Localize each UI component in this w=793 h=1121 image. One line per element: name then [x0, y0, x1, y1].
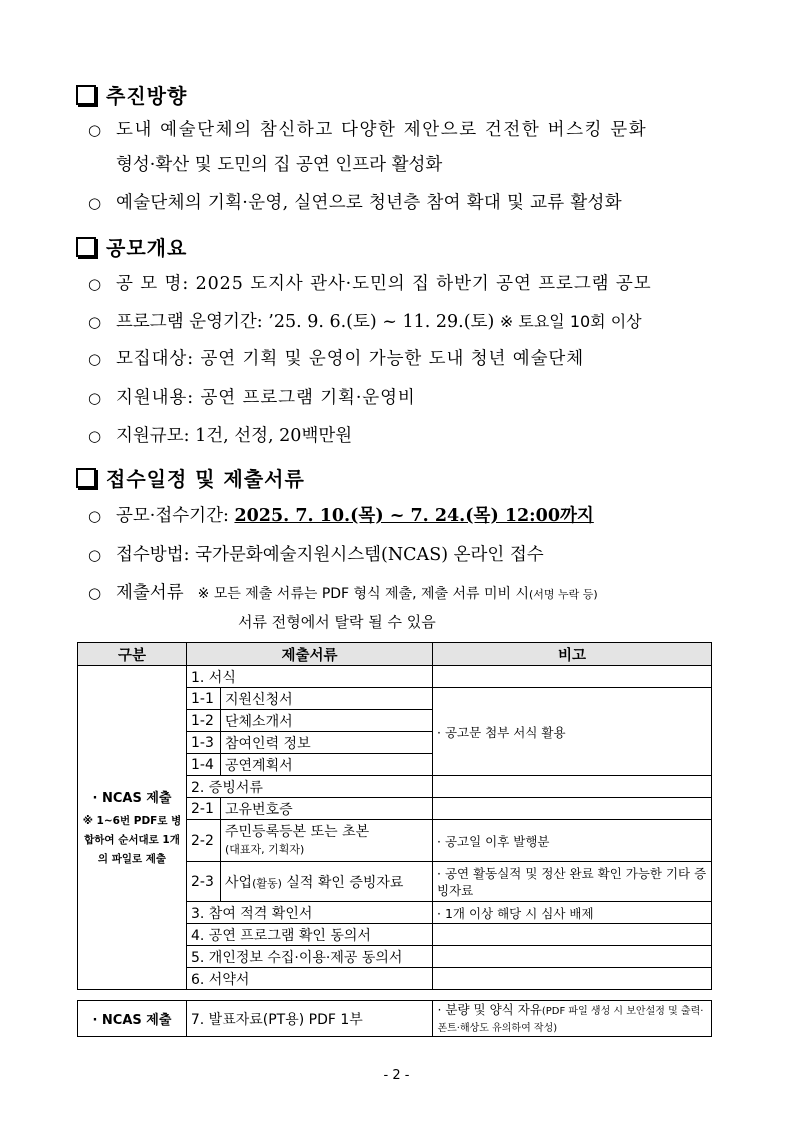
bullet-continuation: 서류 전형에서 탈락 될 수 있음 [238, 613, 436, 631]
header-category: 구분 [78, 643, 187, 666]
header-remarks: 비고 [433, 643, 712, 666]
bullet-circle-icon: ○ [88, 546, 102, 564]
section-heading-schedule [76, 463, 305, 492]
table-row: 1-2 단체소개서 [78, 710, 712, 732]
table-row: · NCAS 제출 7. 발표자료(PT용) PDF 1부 · 분량 및 양식 자유(PDF 파일 생성 시 보안설정 및 출력·폰트·해상도 유의하여 작성) [78, 1001, 712, 1037]
table-row: 2-2 주민등록등본 또는 초본 (대표자, 기획자) · 공고일 이후 발행분 [78, 820, 712, 862]
section-heading-direction [76, 80, 187, 109]
section-title: 공모개요 [106, 236, 188, 260]
table-row: 2-1 고유번호증 [78, 798, 712, 820]
bullet-item: ○ 모집대상: 공연 기획 및 운영이 가능한 도내 청년 예술단체 [88, 349, 585, 369]
bullet-circle-icon: ○ [88, 313, 102, 331]
bullet-circle-icon: ○ [88, 275, 102, 293]
bullet-item: ○ 공 모 명: 2025 도지사 관사·도민의 집 하반기 공연 프로그램 공모 [88, 274, 652, 294]
bullet-circle-icon: ○ [88, 121, 102, 139]
bullet-circle-icon: ○ [88, 350, 102, 368]
bullet-circle-icon: ○ [88, 507, 102, 525]
table-row: 2. 증빙서류 [78, 776, 712, 798]
table-row: 1-4 공연계획서 [78, 754, 712, 776]
table-row: 5. 개인정보 수집·이용·제공 동의서 [78, 946, 712, 968]
header-documents: 제출서류 [187, 643, 433, 666]
bullet-circle-icon: ○ [88, 584, 102, 602]
remark-cell: · 공고일 이후 발행분 [433, 820, 712, 862]
bullet-item: ○ 접수방법: 국가문화예술지원시스템(NCAS) 온라인 접수 [88, 545, 544, 565]
category-cell-ncas: · NCAS 제출 ※ 1~6번 PDF로 병합하여 순서대로 1개의 파일로 제출 [78, 666, 187, 990]
deadline-text: 2025. 7. 10.(목) ~ 7. 24.(목) 12:00까지 [234, 506, 594, 526]
remark-cell: · 공연 활동실적 및 정산 완료 확인 가능한 기타 증빙자료 [433, 862, 712, 902]
table-row: 6. 서약서 [78, 968, 712, 990]
checkbox-square-icon [76, 85, 96, 105]
table-row: 1-3 참여인력 정보 [78, 732, 712, 754]
section-heading-overview [76, 232, 187, 261]
bullet-item: ○ 공모·접수기간: 2025. 7. 10.(목) ~ 7. 24.(목) 12:00까지 [88, 506, 594, 526]
documents-table [77, 642, 712, 990]
checkbox-square-icon [76, 468, 96, 488]
remark-cell: · 공고문 첨부 서식 활용 [433, 688, 712, 776]
checkbox-square-icon [76, 237, 96, 257]
documents-table-last-row [77, 1000, 712, 1037]
bullet-circle-icon: ○ [88, 427, 102, 445]
bullet-item: ○ 프로그램 운영기간: ’25. 9. 6.(토) ~ 11. 29.(토) ※ 토요일 10회 이상 [88, 312, 642, 332]
bullet-item: ○ 지원규모: 1건, 선정, 20백만원 [88, 426, 353, 446]
bullet-circle-icon: ○ [88, 194, 102, 212]
bullet-item: ○ 지원내용: 공연 프로그램 기획·운영비 [88, 388, 416, 408]
table-row: 3. 참여 적격 확인서 · 1개 이상 해당 시 심사 배제 [78, 902, 712, 924]
category-cell-ncas-2: · NCAS 제출 [78, 1001, 187, 1037]
bullet-circle-icon: ○ [88, 389, 102, 407]
page-number: - 2 - [383, 1068, 410, 1083]
remark-cell: · 분량 및 양식 자유(PDF 파일 생성 시 보안설정 및 출력·폰트·해상도 유의하여 작성) [433, 1001, 712, 1037]
section-title: 추진방향 [106, 84, 188, 108]
section-title: 접수일정 및 제출서류 [106, 467, 305, 491]
bullet-item: ○ 도내 예술단체의 참신하고 다양한 제안으로 건전한 버스킹 문화 [88, 120, 648, 140]
table-row: 2-3 사업(활동) 실적 확인 증빙자료 · 공연 활동실적 및 정산 완료 확인 가능한 기타 증빙자료 [78, 862, 712, 902]
bullet-item: ○ 제출서류 ※ 모든 제출 서류는 PDF 형식 제출, 제출 서류 미비 시(서명 누락 등) [88, 583, 598, 603]
table-header-row [78, 643, 712, 666]
table-row: · NCAS 제출 ※ 1~6번 PDF로 병합하여 순서대로 1개의 파일로 제출 1. 서식 [78, 666, 712, 688]
bullet-continuation: 형성·확산 및 도민의 집 공연 인프라 활성화 [116, 155, 443, 175]
table-row: 1-1 지원신청서 · 공고문 첨부 서식 활용 [78, 688, 712, 710]
remark-cell: · 1개 이상 해당 시 심사 배제 [433, 902, 712, 924]
bullet-item: ○ 예술단체의 기획·운영, 실연으로 청년층 참여 확대 및 교류 활성화 [88, 193, 622, 213]
table-row: 4. 공연 프로그램 확인 동의서 [78, 924, 712, 946]
